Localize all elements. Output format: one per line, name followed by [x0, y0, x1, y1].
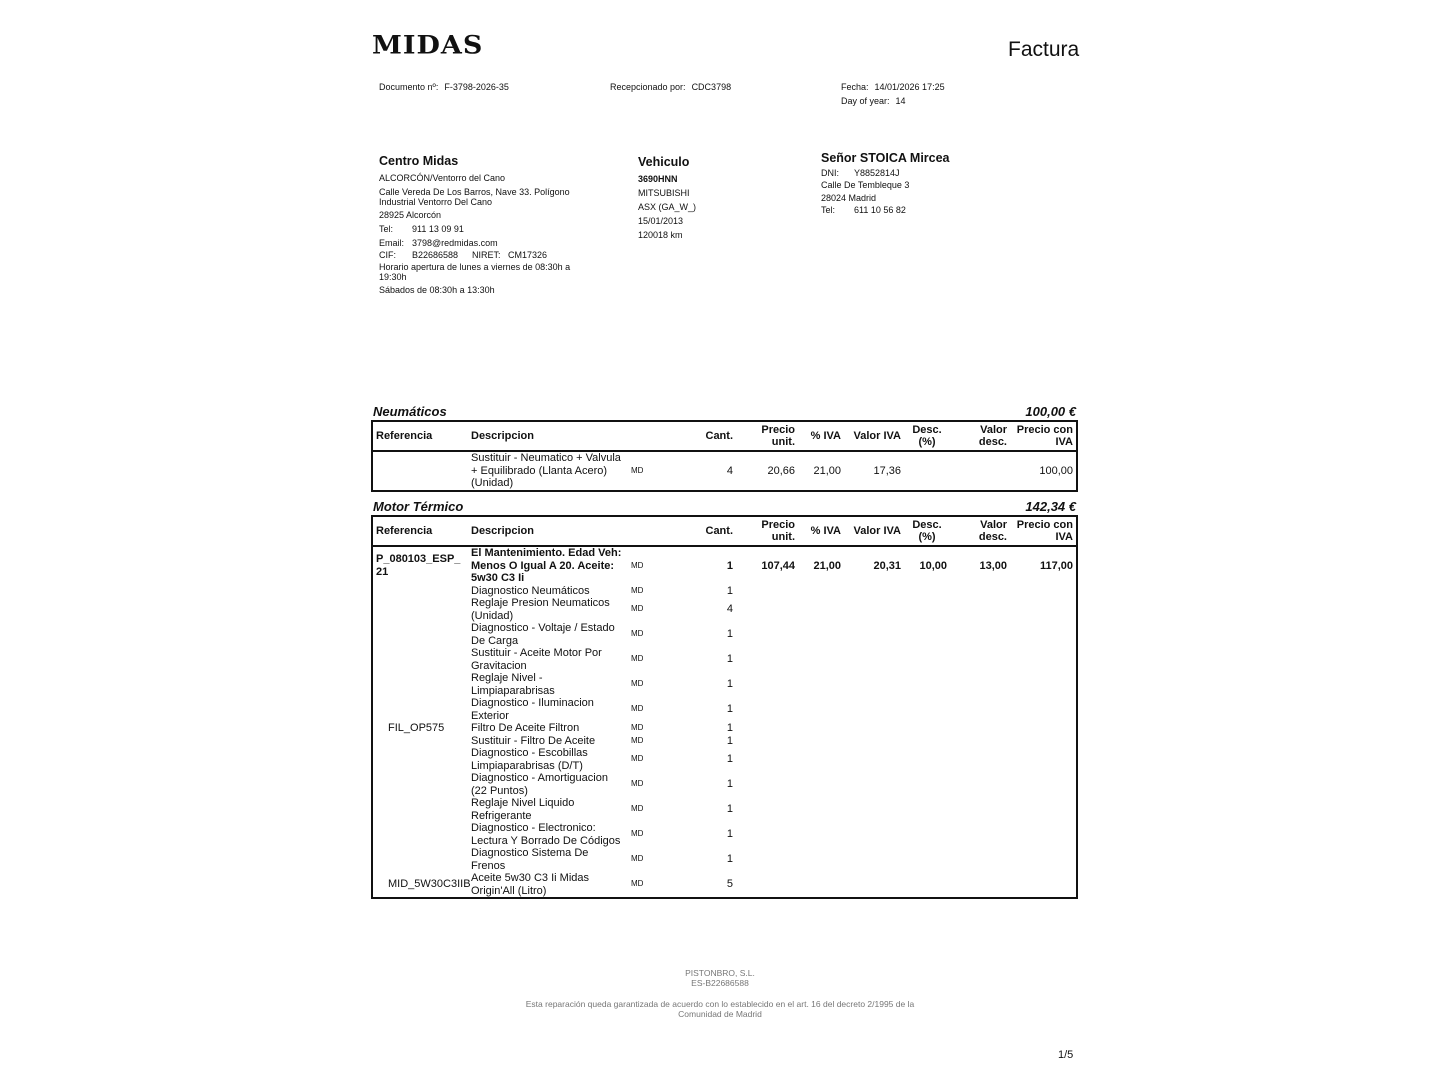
col-referencia: Referencia — [372, 421, 468, 451]
footer-guarantee-wrap — [0, 999, 1440, 1019]
centro-address: Calle Vereda De Los Barros, Nave 33. Polígono Industrial Ventorro Del Cano — [379, 187, 570, 207]
ref-cell: MID_5W30C3IIB — [388, 878, 471, 891]
quantity-cell: 1 — [726, 803, 733, 816]
cliente-tel-label: Tel: — [821, 205, 836, 215]
discount-pct-cell — [904, 585, 950, 598]
iva-value-cell — [844, 622, 904, 647]
unit-cell: MD — [631, 704, 644, 714]
unit-price-cell — [736, 647, 798, 672]
col-precio-con-iva — [1010, 516, 1077, 546]
quantity-cell: 1 — [726, 703, 733, 716]
quantity-cell: 1 — [726, 734, 733, 747]
cliente-address: Calle De Tembleque 3 — [821, 180, 910, 190]
discount-pct-cell — [904, 597, 950, 622]
discount-value-cell — [950, 872, 1010, 898]
discount-value-cell: 13,00 — [979, 559, 1007, 572]
section-name: Motor Térmico — [373, 499, 464, 514]
col-precio-line1: Precio — [761, 519, 795, 531]
day-label: Day of year: — [841, 96, 890, 106]
description-cell: Reglaje Presion Neumaticos (Unidad) — [471, 597, 610, 622]
unit-price-cell — [736, 872, 798, 898]
unit-price-cell: 107,44 — [761, 559, 795, 572]
iva-pct-cell — [798, 722, 844, 735]
centro-tel-label: Tel: — [379, 224, 394, 234]
table-row — [372, 872, 1077, 898]
description-cell: Aceite 5w30 C3 Ii Midas Origin'All (Litro) — [471, 872, 589, 897]
discount-value-cell — [950, 847, 1010, 872]
col-unit — [628, 421, 698, 451]
col-iva: % IVA — [798, 421, 844, 451]
col-precio-line2: unit. — [771, 531, 795, 543]
iva-pct-cell — [798, 822, 844, 847]
vehiculo-model: ASX (GA_W_) — [638, 202, 697, 212]
unit-cell: MD — [631, 629, 644, 639]
col-desc-line2: (%) — [918, 436, 936, 448]
unit-cell: MD — [631, 854, 644, 864]
description-cell: Sustituir - Filtro De Aceite — [471, 734, 596, 747]
iva-value-cell — [844, 735, 904, 748]
fecha — [841, 82, 945, 92]
col-pciva-line1: Precio con — [1016, 424, 1073, 436]
iva-value-cell — [844, 747, 904, 772]
unit-price-cell — [736, 847, 798, 872]
quantity-cell: 1 — [726, 853, 733, 866]
centro-email-label: Email: — [379, 238, 405, 248]
centro-tel-value: 911 13 09 91 — [412, 224, 464, 234]
document-title: Factura — [1008, 38, 1080, 61]
total-with-iva-cell — [1010, 822, 1077, 847]
quantity-cell: 4 — [726, 603, 733, 616]
discount-value-cell — [950, 647, 1010, 672]
description-cell: Sustituir - Aceite Motor Por Gravitacion — [471, 647, 602, 672]
recep-value: CDC3798 — [691, 82, 732, 92]
vehiculo-title: Vehiculo — [638, 155, 690, 169]
unit-cell: MD — [631, 679, 644, 689]
table-row — [372, 747, 1077, 772]
discount-value-cell — [950, 735, 1010, 748]
table-row — [372, 647, 1077, 672]
description-cell: Reglaje Nivel Liquido Refrigerante — [471, 797, 575, 822]
table-row — [372, 772, 1077, 797]
unit-cell: MD — [631, 879, 644, 889]
col-desc-line2: (%) — [918, 531, 936, 543]
col-precio-line2: unit. — [771, 436, 795, 448]
unit-price-cell — [736, 747, 798, 772]
centro-title: Centro Midas — [379, 154, 459, 168]
centro-cif-label: CIF: — [379, 250, 396, 260]
table-row — [372, 797, 1077, 822]
page-number: 1/5 — [1058, 1049, 1074, 1061]
table-row — [372, 822, 1077, 847]
col-descripcion: Descripcion — [468, 421, 628, 451]
centro-email — [379, 237, 574, 249]
discount-pct-cell — [904, 822, 950, 847]
description-cell: Diagnostico - Voltaje / Estado De Carga — [471, 622, 615, 647]
description-cell: Diagnostico Sistema De Frenos — [471, 847, 589, 872]
discount-value-cell — [950, 585, 1010, 598]
col-referencia: Referencia — [372, 516, 468, 546]
table-row — [372, 847, 1077, 872]
discount-value-cell — [950, 451, 1010, 491]
centro-horario: Horario apertura de lunes a viernes de 08:30h a 19:30h — [379, 262, 571, 282]
unit-cell: MD — [631, 754, 644, 764]
iva-pct-cell — [798, 697, 844, 722]
day-value: 14 — [895, 96, 906, 106]
total-with-iva-cell — [1010, 747, 1077, 772]
iva-value-cell — [844, 847, 904, 872]
ref-cell: P_080103_ESP_21 — [376, 553, 461, 578]
description-cell: Reglaje Nivel - Limpiaparabrisas — [471, 672, 555, 697]
total-with-iva-cell: 117,00 — [1039, 559, 1073, 572]
fecha-value: 14/01/2026 17:25 — [874, 82, 945, 92]
discount-pct-cell — [904, 872, 950, 898]
table-row — [372, 622, 1077, 647]
col-valor-desc — [950, 516, 1010, 546]
neumaticos-table-body — [372, 451, 1077, 491]
unit-cell: MD — [631, 604, 644, 614]
iva-value-cell: 20,31 — [873, 559, 901, 572]
total-with-iva-cell: 100,00 — [1039, 464, 1073, 477]
centro-city: 28925 Alcorcón — [379, 210, 442, 220]
vehiculo-date: 15/01/2013 — [638, 216, 684, 226]
centro-cif-value: B22686588 — [412, 250, 459, 260]
total-with-iva-cell — [1010, 697, 1077, 722]
cliente-tel — [821, 204, 1021, 217]
description-cell: Filtro De Aceite Filtron — [471, 722, 580, 734]
centro-tel — [379, 223, 574, 235]
cliente-dni-value: Y8852814J — [854, 167, 900, 178]
total-with-iva-cell — [1010, 647, 1077, 672]
quantity-cell: 1 — [726, 778, 733, 791]
discount-pct-cell — [904, 697, 950, 722]
ref-cell — [372, 451, 468, 491]
ref-cell — [372, 847, 468, 872]
col-valor-iva: Valor IVA — [844, 421, 904, 451]
col-desc-line1: Desc. — [912, 424, 942, 436]
quantity-cell: 1 — [726, 653, 733, 666]
centro-block — [379, 155, 574, 296]
col-valor-line2: desc. — [978, 436, 1007, 448]
unit-cell: MD — [631, 465, 644, 475]
unit-cell: MD — [631, 723, 644, 732]
unit-price-cell — [736, 585, 798, 598]
total-with-iva-cell — [1010, 585, 1077, 598]
quantity-cell: 1 — [726, 722, 733, 734]
description-cell: Diagnostico - Iluminacion Exterior — [471, 697, 594, 722]
col-desc-line1: Desc. — [912, 519, 942, 531]
table-row — [372, 672, 1077, 697]
iva-pct-cell — [798, 772, 844, 797]
iva-value-cell — [844, 797, 904, 822]
discount-value-cell — [950, 622, 1010, 647]
iva-pct-cell — [798, 735, 844, 748]
table-row — [372, 546, 1077, 585]
centro-niret-label: NIRET: — [472, 250, 501, 260]
col-precio-unit — [736, 421, 798, 451]
col-valor-line1: Valor — [980, 424, 1007, 436]
discount-pct-cell — [904, 847, 950, 872]
iva-value-cell — [844, 872, 904, 898]
ref-cell — [372, 735, 468, 748]
iva-pct-cell — [798, 647, 844, 672]
discount-value-cell — [950, 747, 1010, 772]
midas-logo: MIDAS — [372, 31, 484, 60]
col-precio-line1: Precio — [761, 424, 795, 436]
unit-price-cell — [736, 597, 798, 622]
iva-pct-cell: 21,00 — [813, 464, 841, 477]
documento-label: Documento nº: — [379, 82, 439, 92]
table-row — [372, 597, 1077, 622]
description-cell: Diagnostico - Escobillas Limpiaparabrisas (D/T) — [471, 747, 588, 772]
quantity-cell: 1 — [726, 753, 733, 766]
vehiculo-plate: 3690HNN — [638, 174, 678, 184]
quantity-cell: 1 — [726, 584, 733, 597]
col-cant: Cant. — [698, 516, 736, 546]
footer-guarantee: Esta reparación queda garantizada de acuerdo con lo establecido en el art. 16 del decreto 2/1995 de la Comunidad de Madrid — [525, 999, 915, 1019]
table-row — [372, 697, 1077, 722]
footer-company-name: PISTONBRO, S.L. — [685, 968, 755, 978]
col-iva: % IVA — [798, 516, 844, 546]
ref-cell — [372, 772, 468, 797]
quantity-cell: 1 — [726, 828, 733, 841]
iva-value-cell — [844, 822, 904, 847]
iva-pct-cell: 21,00 — [813, 559, 841, 572]
section-total: 100,00 € — [1025, 404, 1076, 419]
vehiculo-block — [638, 155, 798, 242]
cliente-city: 28024 Madrid — [821, 192, 877, 203]
centro-niret-value: CM17326 — [508, 250, 548, 260]
discount-value-cell — [950, 797, 1010, 822]
unit-cell: MD — [631, 779, 644, 789]
description-cell: Diagnostico Neumáticos — [471, 584, 590, 597]
unit-price-cell — [736, 622, 798, 647]
iva-pct-cell — [798, 597, 844, 622]
discount-pct-cell — [904, 797, 950, 822]
total-with-iva-cell — [1010, 772, 1077, 797]
documento-number — [379, 82, 509, 92]
total-with-iva-cell — [1010, 722, 1077, 735]
ref-cell — [372, 747, 468, 772]
col-precio-con-iva — [1010, 421, 1077, 451]
col-valor-line2: desc. — [978, 531, 1007, 543]
centro-cif — [379, 249, 574, 261]
discount-value-cell — [950, 822, 1010, 847]
iva-pct-cell — [798, 847, 844, 872]
ref-cell — [372, 647, 468, 672]
motor-termico-table-body — [372, 546, 1077, 898]
section-motor-header — [373, 499, 1076, 514]
ref-cell — [372, 622, 468, 647]
ref-cell: FIL_OP575 — [388, 722, 445, 734]
footer-vat: ES-B22686588 — [691, 978, 749, 988]
centro-sabados: Sábados de 08:30h a 13:30h — [379, 285, 495, 295]
unit-price-cell — [736, 822, 798, 847]
quantity-cell: 4 — [726, 464, 733, 477]
total-with-iva-cell — [1010, 735, 1077, 748]
unit-price-cell — [736, 722, 798, 735]
discount-value-cell — [950, 672, 1010, 697]
section-name: Neumáticos — [373, 404, 447, 419]
cliente-dni-label: DNI: — [821, 167, 839, 178]
description-cell: El Mantenimiento. Edad Veh: Menos O Igual A 20. Aceite: 5w30 C3 Ii — [471, 547, 622, 584]
table-header-row — [372, 421, 1077, 451]
unit-cell: MD — [631, 804, 644, 814]
iva-value-cell: 17,36 — [873, 464, 901, 477]
total-with-iva-cell — [1010, 622, 1077, 647]
discount-value-cell — [950, 722, 1010, 735]
discount-pct-cell — [904, 722, 950, 735]
unit-cell: MD — [631, 735, 644, 745]
quantity-cell: 1 — [726, 559, 733, 572]
unit-cell: MD — [631, 585, 644, 595]
col-cant: Cant. — [698, 421, 736, 451]
discount-pct-cell — [904, 622, 950, 647]
total-with-iva-cell — [1010, 797, 1077, 822]
motor-termico-table — [371, 515, 1078, 899]
iva-pct-cell — [798, 585, 844, 598]
recepcionado-por — [610, 82, 731, 92]
col-descripcion: Descripcion — [468, 516, 628, 546]
quantity-cell: 5 — [726, 878, 733, 891]
col-pciva-line2: IVA — [1055, 531, 1073, 543]
col-desc-pct — [904, 516, 950, 546]
col-unit — [628, 516, 698, 546]
discount-pct-cell — [904, 647, 950, 672]
discount-pct-cell: 10,00 — [919, 559, 947, 572]
col-valor-desc — [950, 421, 1010, 451]
documento-value: F-3798-2026-35 — [444, 82, 509, 92]
col-pciva-line2: IVA — [1055, 436, 1073, 448]
section-total: 142,34 € — [1025, 499, 1076, 514]
iva-pct-cell — [798, 672, 844, 697]
footer-company — [0, 968, 1440, 988]
discount-value-cell — [950, 697, 1010, 722]
unit-cell: MD — [631, 829, 644, 839]
unit-price-cell — [736, 797, 798, 822]
iva-pct-cell — [798, 747, 844, 772]
table-row — [372, 451, 1077, 491]
unit-cell: MD — [631, 560, 644, 570]
discount-value-cell — [950, 772, 1010, 797]
recep-label: Recepcionado por: — [610, 82, 686, 92]
cliente-title: Señor STOICA Mircea — [821, 151, 950, 165]
centro-location: ALCORCÓN/Ventorro del Cano — [379, 173, 506, 183]
cliente-dni — [821, 167, 1021, 180]
unit-price-cell — [736, 772, 798, 797]
description-cell: Diagnostico - Electronico: Lectura Y Borrado De Códigos — [471, 822, 621, 847]
ref-cell — [372, 672, 468, 697]
quantity-cell: 1 — [726, 678, 733, 691]
discount-pct-cell — [904, 672, 950, 697]
unit-price-cell — [736, 697, 798, 722]
discount-value-cell — [950, 597, 1010, 622]
iva-pct-cell — [798, 797, 844, 822]
description-cell: Sustituir - Neumatico + Valvula + Equilibrado (Llanta Acero) (Unidad) — [471, 452, 621, 489]
quantity-cell: 1 — [726, 628, 733, 641]
ref-cell — [372, 697, 468, 722]
description-cell: Diagnostico - Amortiguacion (22 Puntos) — [471, 772, 608, 797]
iva-pct-cell — [798, 622, 844, 647]
iva-value-cell — [844, 697, 904, 722]
unit-cell: MD — [631, 654, 644, 664]
ref-cell — [372, 797, 468, 822]
col-precio-unit — [736, 516, 798, 546]
iva-value-cell — [844, 722, 904, 735]
total-with-iva-cell — [1010, 597, 1077, 622]
iva-value-cell — [844, 647, 904, 672]
neumaticos-table — [371, 420, 1078, 492]
discount-pct-cell — [904, 747, 950, 772]
discount-pct-cell — [904, 451, 950, 491]
unit-price-cell — [736, 735, 798, 748]
centro-email-value[interactable]: 3798@redmidas.com — [412, 238, 498, 248]
cliente-block — [821, 152, 1021, 217]
table-row — [372, 722, 1077, 735]
total-with-iva-cell — [1010, 672, 1077, 697]
ref-cell — [372, 585, 468, 598]
section-neumaticos-header — [373, 404, 1076, 419]
iva-value-cell — [844, 672, 904, 697]
day-of-year — [841, 96, 906, 106]
vehiculo-km: 120018 km — [638, 230, 683, 240]
total-with-iva-cell — [1010, 847, 1077, 872]
unit-price-cell: 20,66 — [767, 464, 795, 477]
iva-value-cell — [844, 597, 904, 622]
table-row — [372, 735, 1077, 748]
cliente-tel-value: 611 10 56 82 — [854, 205, 906, 215]
table-row — [372, 585, 1077, 598]
table-header-row — [372, 516, 1077, 546]
col-desc-pct — [904, 421, 950, 451]
total-with-iva-cell — [1010, 872, 1077, 898]
iva-value-cell — [844, 585, 904, 598]
ref-cell — [372, 597, 468, 622]
ref-cell — [372, 822, 468, 847]
col-valor-line1: Valor — [980, 519, 1007, 531]
unit-price-cell — [736, 672, 798, 697]
iva-pct-cell — [798, 872, 844, 898]
discount-pct-cell — [904, 772, 950, 797]
col-pciva-line1: Precio con — [1016, 519, 1073, 531]
fecha-label: Fecha: — [841, 82, 869, 92]
col-valor-iva: Valor IVA — [844, 516, 904, 546]
discount-pct-cell — [904, 735, 950, 748]
iva-value-cell — [844, 772, 904, 797]
vehiculo-make: MITSUBISHI — [638, 188, 690, 198]
